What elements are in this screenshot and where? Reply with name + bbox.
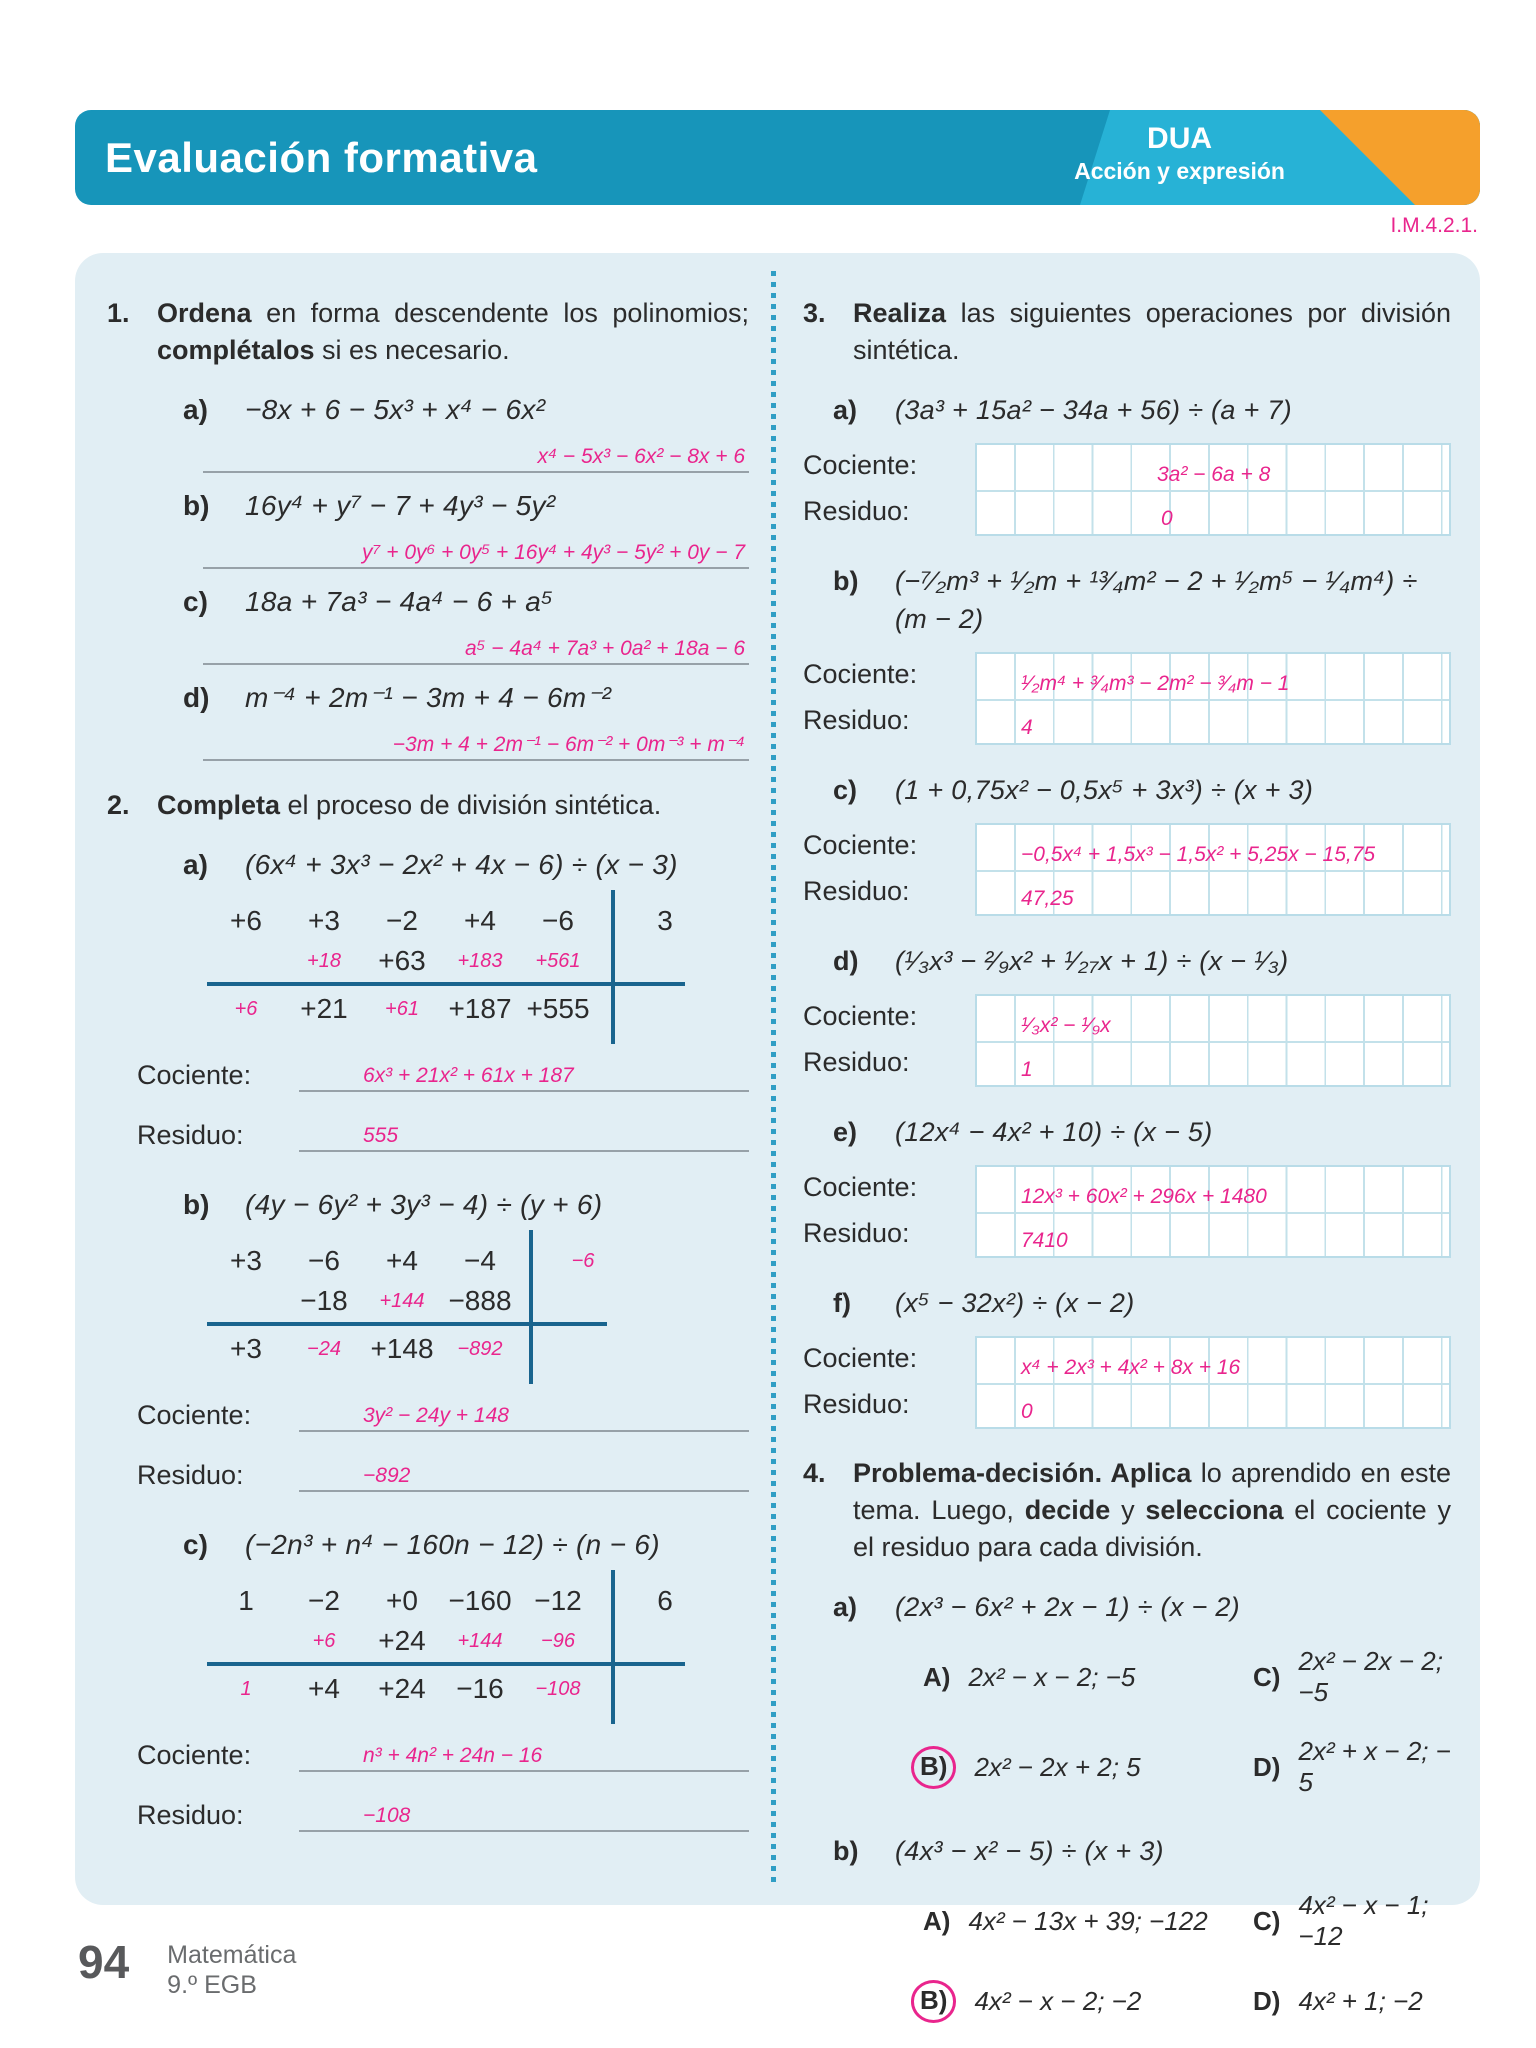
quotient-line bbox=[137, 1058, 749, 1092]
selected-option-circle: B) bbox=[911, 1746, 956, 1789]
dua-title: DUA bbox=[1147, 122, 1213, 155]
division-expression: (1 + 0,75x² − 0,5x⁵ + 3x³) ÷ (x + 3) bbox=[895, 775, 1314, 805]
option-key: D) bbox=[1253, 1986, 1281, 2016]
option-B-selected bbox=[920, 1980, 1253, 2023]
left-column bbox=[107, 295, 749, 1840]
remainder-answer: −892 bbox=[363, 1464, 411, 1487]
division-expression: (2x³ − 6x² + 2x − 1) ÷ (x − 2) bbox=[895, 1592, 1240, 1622]
dua-subtitle: Acción y expresión bbox=[1074, 158, 1285, 184]
q3-item-f bbox=[803, 1284, 1451, 1429]
remainder-label: Residuo: bbox=[803, 1218, 910, 1248]
remainder-label: Residuo: bbox=[137, 1800, 244, 1830]
q2-item-b bbox=[107, 1186, 749, 1492]
column-divider bbox=[771, 271, 776, 1887]
item-letter: a) bbox=[833, 395, 858, 425]
q3-item-b bbox=[803, 562, 1451, 745]
table-vertical-line bbox=[529, 1230, 533, 1384]
option-D bbox=[1253, 1980, 1451, 2023]
q3-item-a bbox=[803, 391, 1451, 536]
quotient-answer: n³ + 4n² + 24n − 16 bbox=[363, 1744, 543, 1767]
selected-option-circle: B) bbox=[911, 1980, 956, 2023]
question-1-head bbox=[107, 295, 749, 369]
option-key: A) bbox=[923, 1661, 951, 1692]
divisor-cell: −6 bbox=[571, 1250, 595, 1272]
remainder-answer: −108 bbox=[363, 1804, 411, 1827]
coefficients-row: +3 −6 +4 −4 bbox=[230, 1245, 496, 1276]
quotient-label: Cociente: bbox=[803, 450, 918, 480]
products-row: +6 +24 +144 −96 bbox=[312, 1625, 575, 1656]
question-number: 1. bbox=[107, 298, 130, 328]
option-key: C) bbox=[1253, 1905, 1281, 1936]
quotient-answer: 12x³ + 60x² + 296x + 1480 bbox=[1021, 1185, 1267, 1208]
option-text: 4x² − x − 1; −12 bbox=[1298, 1890, 1429, 1951]
remainder-answer: 1 bbox=[1021, 1058, 1033, 1081]
synthetic-division-table bbox=[207, 1240, 749, 1372]
dua-badge bbox=[1074, 122, 1285, 186]
option-text: 2x² + x − 2; − 5 bbox=[1298, 1736, 1451, 1797]
division-expression: (4y − 6y² + 3y³ − 4) ÷ (y + 6) bbox=[245, 1189, 603, 1220]
synthetic-division-table bbox=[207, 900, 749, 1032]
division-expression: (¹⁄₃x³ − ²⁄₉x² + ¹⁄₂₇x + 1) ÷ (x − ¹⁄₃) bbox=[895, 946, 1289, 976]
quotient-label: Cociente: bbox=[803, 1001, 918, 1031]
division-expression: (3a³ + 15a² − 34a + 56) ÷ (a + 7) bbox=[895, 395, 1292, 425]
option-A bbox=[923, 1890, 1253, 1952]
question-2 bbox=[107, 787, 749, 1832]
quotient-answer: −0,5x⁴ + 1,5x³ − 1,5x² + 5,25x − 15,75 bbox=[1021, 843, 1376, 866]
answer-line bbox=[203, 731, 749, 761]
option-text: 4x² − 13x + 39; −122 bbox=[968, 1905, 1208, 1936]
quotient-line bbox=[137, 1398, 749, 1432]
page-title: Evaluación formativa bbox=[105, 133, 538, 181]
item-letter: d) bbox=[183, 682, 210, 713]
quotient-line bbox=[137, 1738, 749, 1772]
table-vertical-line bbox=[611, 1570, 615, 1724]
remainder-label: Residuo: bbox=[803, 876, 910, 906]
handwritten-answer: x⁴ − 5x³ − 6x² − 8x + 6 bbox=[537, 445, 745, 468]
item-letter: f) bbox=[833, 1288, 851, 1318]
remainder-label: Residuo: bbox=[803, 1389, 910, 1419]
q1-item-c bbox=[107, 583, 749, 665]
answer-grid bbox=[975, 1336, 1451, 1429]
right-column bbox=[803, 295, 1451, 2048]
polynomial-expression: −8x + 6 − 5x³ + x⁴ − 6x² bbox=[245, 394, 546, 425]
quotient-label: Cociente: bbox=[803, 1172, 918, 1202]
item-letter: a) bbox=[183, 849, 208, 880]
remainder-label: Residuo: bbox=[803, 705, 910, 735]
result-row: +3 −24 +148 −892 bbox=[230, 1333, 503, 1364]
remainder-label: Residuo: bbox=[803, 496, 910, 526]
page-number: 94 bbox=[78, 1936, 130, 1988]
option-key: C) bbox=[1253, 1661, 1281, 1692]
q2-item-c bbox=[107, 1526, 749, 1832]
item-letter: b) bbox=[183, 490, 210, 521]
question-2-head bbox=[107, 787, 749, 824]
remainder-answer: 47,25 bbox=[1021, 887, 1074, 910]
item-letter: e) bbox=[833, 1117, 858, 1147]
option-B-selected bbox=[920, 1736, 1253, 1798]
quotient-answer: 3a² − 6a + 8 bbox=[1157, 463, 1271, 486]
remainder-answer: 4 bbox=[1021, 716, 1033, 739]
polynomial-expression: 16y⁴ + y⁷ − 7 + 4y³ − 5y² bbox=[245, 490, 556, 521]
answer-line bbox=[203, 635, 749, 665]
question-4 bbox=[803, 1455, 1451, 2023]
q3-item-e bbox=[803, 1113, 1451, 1258]
option-text: 4x² + 1; −2 bbox=[1298, 1986, 1423, 2016]
q1-item-b bbox=[107, 487, 749, 569]
option-text: 4x² − x − 2; −2 bbox=[974, 1986, 1142, 2016]
quotient-label: Cociente: bbox=[803, 659, 918, 689]
quotient-label: Cociente: bbox=[137, 1740, 252, 1770]
question-text: Problema-decisión. Aplica lo aprendido en este tema. Luego, decide y selecciona el cociente y el residuo para cada división. bbox=[853, 1458, 1451, 1562]
q4-item-a bbox=[803, 1588, 1451, 1798]
remainder-answer: 0 bbox=[1021, 1400, 1033, 1423]
question-number: 4. bbox=[803, 1458, 826, 1488]
quotient-label: Cociente: bbox=[803, 1343, 918, 1373]
table-vertical-line bbox=[611, 890, 615, 1044]
option-text: 2x² − x − 2; −5 bbox=[968, 1661, 1136, 1692]
item-letter: c) bbox=[183, 1529, 208, 1560]
item-letter: b) bbox=[183, 1189, 210, 1220]
handwritten-answer: a⁵ − 4a⁴ + 7a³ + 0a² + 18a − 6 bbox=[464, 637, 745, 660]
item-letter: b) bbox=[833, 1836, 859, 1866]
q3-item-c bbox=[803, 771, 1451, 916]
item-letter: a) bbox=[183, 394, 208, 425]
quotient-answer: ¹⁄₃x² − ¹⁄₉x bbox=[1021, 1014, 1111, 1037]
option-text: 2x² − 2x + 2; 5 bbox=[974, 1751, 1141, 1782]
question-3 bbox=[803, 295, 1451, 1429]
answer-line bbox=[203, 443, 749, 473]
answer-grid bbox=[975, 994, 1451, 1087]
coefficients-row: +6 +3 −2 +4 −6 bbox=[230, 905, 574, 936]
products-row: −18 +144 −888 bbox=[300, 1285, 512, 1316]
header-banner bbox=[75, 110, 1480, 205]
q1-item-d bbox=[107, 679, 749, 761]
divisor-cell: 3 bbox=[657, 905, 673, 936]
division-expression: (−⁷⁄₂m³ + ¹⁄₂m + ¹³⁄₄m² − 2 + ¹⁄₂m⁵ − ¹⁄₄m⁴) ÷ (m − 2) bbox=[895, 566, 1418, 634]
item-letter: c) bbox=[833, 775, 858, 805]
q2-item-a bbox=[107, 846, 749, 1152]
division-expression: (12x⁴ − 4x² + 10) ÷ (x − 5) bbox=[895, 1117, 1213, 1147]
option-key: A) bbox=[923, 1905, 951, 1936]
option-A bbox=[923, 1646, 1253, 1708]
products-row: +18 +63 +183 +561 bbox=[307, 945, 581, 976]
quotient-label: Cociente: bbox=[137, 1060, 252, 1090]
item-letter: a) bbox=[833, 1592, 858, 1622]
remainder-answer: 0 bbox=[1161, 507, 1173, 530]
question-number: 3. bbox=[803, 298, 826, 328]
answer-grid bbox=[975, 443, 1451, 536]
remainder-label: Residuo: bbox=[137, 1120, 244, 1150]
coefficients-row: 1 −2 +0 −160 −12 bbox=[238, 1585, 582, 1616]
option-key: D) bbox=[1253, 1751, 1281, 1782]
polynomial-expression: 18a + 7a³ − 4a⁴ − 6 + a⁵ bbox=[245, 586, 554, 617]
handwritten-answer: −3m + 4 + 2m⁻¹ − 6m⁻² + 0m⁻³ + m⁻⁴ bbox=[392, 733, 745, 756]
handwritten-answer: y⁷ + 0y⁶ + 0y⁵ + 16y⁴ + 4y³ − 5y² + 0y − 7 bbox=[361, 541, 745, 564]
division-expression: (x⁵ − 32x²) ÷ (x − 2) bbox=[895, 1288, 1135, 1318]
q4-item-b bbox=[803, 1832, 1451, 2023]
remainder-line bbox=[137, 1118, 749, 1152]
options-grid bbox=[920, 1646, 1451, 1798]
answer-grid bbox=[975, 823, 1451, 916]
remainder-answer: 7410 bbox=[1021, 1229, 1068, 1252]
option-D bbox=[1253, 1736, 1451, 1798]
page-footer bbox=[78, 1938, 296, 2000]
question-number: 2. bbox=[107, 790, 130, 820]
option-C bbox=[1253, 1890, 1451, 1952]
answer-line bbox=[203, 539, 749, 569]
remainder-answer: 555 bbox=[363, 1124, 399, 1147]
question-text: Ordena en forma descendente los polinomios; complétalos si es necesario. bbox=[157, 298, 749, 365]
question-1 bbox=[107, 295, 749, 761]
option-C bbox=[1253, 1646, 1451, 1708]
item-letter: c) bbox=[183, 586, 208, 617]
answer-grid bbox=[975, 1165, 1451, 1258]
remainder-label: Residuo: bbox=[137, 1460, 244, 1490]
quotient-answer: ¹⁄₂m⁴ + ³⁄₄m³ − 2m² − ³⁄₄m − 1 bbox=[1021, 672, 1290, 695]
answer-grid bbox=[975, 652, 1451, 745]
item-letter: b) bbox=[833, 566, 859, 596]
quotient-label: Cociente: bbox=[803, 830, 918, 860]
quotient-label: Cociente: bbox=[137, 1400, 252, 1430]
division-expression: (4x³ − x² − 5) ÷ (x + 3) bbox=[895, 1836, 1164, 1866]
question-text: Realiza las siguientes operaciones por división sintética. bbox=[853, 298, 1451, 365]
quotient-answer: 6x³ + 21x² + 61x + 187 bbox=[363, 1064, 574, 1087]
question-3-head bbox=[803, 295, 1451, 369]
division-expression: (6x⁴ + 3x³ − 2x² + 4x − 6) ÷ (x − 3) bbox=[245, 849, 678, 880]
q1-item-a bbox=[107, 391, 749, 473]
divisor-cell: 6 bbox=[657, 1585, 673, 1616]
quotient-answer: 3y² − 24y + 148 bbox=[363, 1404, 509, 1427]
question-4-head bbox=[803, 1455, 1451, 1566]
item-letter: d) bbox=[833, 946, 859, 976]
question-text: Completa el proceso de división sintética. bbox=[157, 790, 662, 820]
options-grid bbox=[920, 1890, 1451, 2023]
division-expression: (−2n³ + n⁴ − 160n − 12) ÷ (n − 6) bbox=[245, 1529, 660, 1560]
quotient-answer: x⁴ + 2x³ + 4x² + 8x + 16 bbox=[1021, 1356, 1241, 1379]
book-grade: 9.º EGB bbox=[167, 1971, 257, 1999]
curriculum-code: I.M.4.2.1. bbox=[1390, 214, 1478, 237]
remainder-line bbox=[137, 1798, 749, 1832]
result-row: 1 +4 +24 −16 −108 bbox=[240, 1673, 581, 1704]
option-text: 2x² − 2x − 2; −5 bbox=[1298, 1646, 1443, 1707]
synthetic-division-table bbox=[207, 1580, 749, 1712]
polynomial-expression: m⁻⁴ + 2m⁻¹ − 3m + 4 − 6m⁻² bbox=[245, 682, 612, 713]
book-meta bbox=[167, 1938, 296, 2000]
remainder-label: Residuo: bbox=[803, 1047, 910, 1077]
remainder-line bbox=[137, 1458, 749, 1492]
q3-item-d bbox=[803, 942, 1451, 1087]
result-row: +6 +21 +61 +187 +555 bbox=[234, 993, 590, 1024]
book-subject: Matemática bbox=[167, 1941, 297, 1969]
